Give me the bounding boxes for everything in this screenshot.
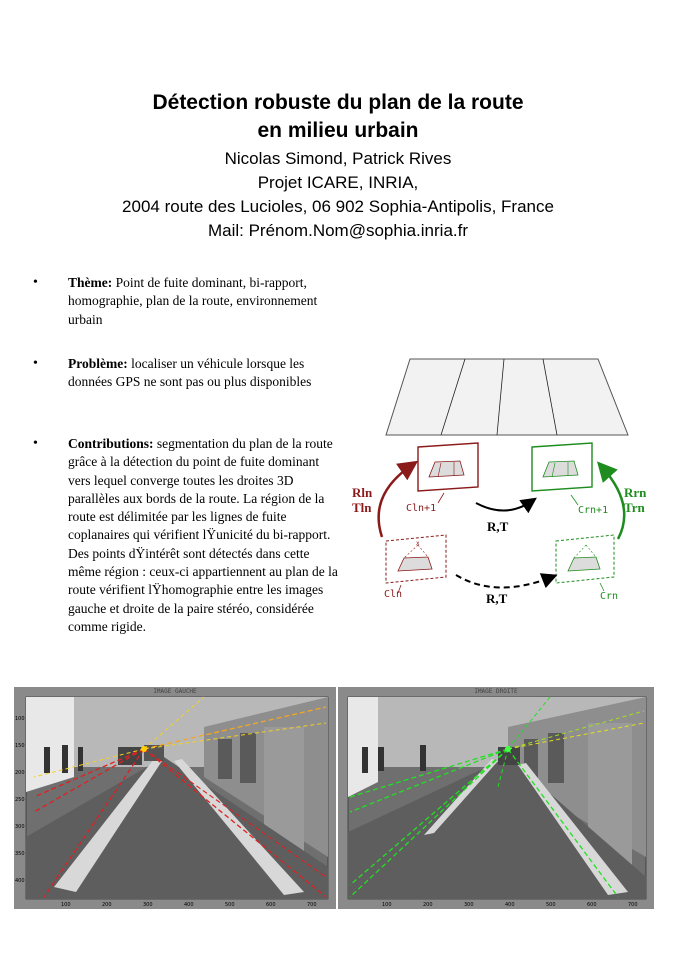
label-trn: Trn — [624, 500, 645, 515]
right-stereo-image — [338, 687, 654, 909]
authors: Nicolas Simond, Patrick Rives — [224, 149, 452, 168]
project: Projet ICARE, INRIA, — [257, 173, 419, 192]
camera-left — [386, 535, 446, 593]
bullet-theme — [68, 274, 340, 329]
label-crn1: Crn+1 — [578, 505, 609, 516]
address: 2004 route des Lucioles, 06 902 Sophia-Antipolis, France — [122, 197, 554, 216]
x-tick: 400 — [505, 902, 515, 908]
bullet-probleme-text: localiser un véhicule lorsque les données GPS ne sont pas ou plus disponibles — [68, 356, 312, 390]
x-tick: 700 — [307, 902, 317, 908]
x-tick: 200 — [102, 902, 112, 908]
y-tick: 350 — [15, 851, 25, 857]
x-tick: 200 — [423, 902, 433, 908]
vanishing-point-mark: x — [416, 540, 420, 547]
x-tick: 300 — [143, 902, 153, 908]
label-cln1: Cln+1 — [406, 503, 437, 514]
camera-right-next — [532, 443, 592, 505]
left-image-svg — [14, 687, 336, 909]
right-image-title: IMAGE DROITE — [474, 688, 518, 695]
label-cln: Cln — [384, 589, 403, 600]
x-tick: 600 — [587, 902, 597, 908]
x-tick: 600 — [266, 902, 276, 908]
diagram-svg — [346, 355, 664, 615]
camera-left-next — [418, 443, 478, 503]
bullet-probleme — [68, 355, 340, 392]
bullet-theme-text: Point de fuite dominant, bi-rapport, homographie, plan de la route, environnement urbain — [68, 275, 318, 327]
y-tick: 150 — [15, 743, 25, 749]
road-plane — [386, 359, 628, 435]
x-tick: 500 — [225, 902, 235, 908]
x-tick: 300 — [464, 902, 474, 908]
bullet-contributions-label: Contributions: — [68, 436, 154, 451]
motion-arrow-top — [476, 501, 532, 511]
y-tick: 100 — [15, 716, 25, 722]
y-tick: 200 — [15, 770, 25, 776]
bullet-dot: • — [33, 436, 38, 451]
paper-title-line1: Détection robuste du plan de la route — [152, 91, 524, 114]
bullet-contributions — [68, 435, 340, 636]
x-tick: 500 — [546, 902, 556, 908]
label-rln: Rln — [352, 485, 373, 500]
y-tick: 400 — [15, 878, 25, 884]
label-tln: Tln — [352, 500, 372, 515]
bullet-contributions-text: segmentation du plan de la route grâce à la détection du point de fuite dominant vers lequel converge toutes les droites 3D parallèles aux bords de la route. La région de la route est délimitée par les lignes de fuite coplanaires qui vérifient lŸunicité du bi-rapport. Des points dŸintérêt sont détectés dans cette même région : ceux-ci appartiennent au plan de la route vérifient lŸhomographie entre les images gauche et droite de la paire stéréo, considérée comme rigide. — [68, 436, 338, 634]
motion-arrow-bottom — [456, 575, 552, 588]
rotation-arrow-left — [379, 465, 412, 537]
x-tick: 100 — [61, 902, 71, 908]
x-tick: 700 — [628, 902, 638, 908]
bullet-theme-label: Thème: — [68, 275, 113, 290]
y-tick: 300 — [15, 824, 25, 830]
rotation-arrow-right — [602, 467, 624, 539]
x-tick: 100 — [382, 902, 392, 908]
x-tick: 400 — [184, 902, 194, 908]
left-image-title: IMAGE GAUCHE — [153, 688, 197, 695]
mail: Mail: Prénom.Nom@sophia.inria.fr — [207, 221, 469, 240]
camera-right — [556, 535, 614, 591]
label-rrn: Rrn — [624, 485, 647, 500]
bullet-dot: • — [33, 356, 38, 371]
label-rt-top: R,T — [487, 519, 509, 534]
left-stereo-image — [14, 687, 336, 909]
bullet-dot: • — [33, 275, 38, 290]
label-rt-bottom: R,T — [486, 591, 508, 606]
right-image-svg — [338, 687, 654, 909]
stereo-motion-diagram — [346, 355, 664, 615]
y-tick: 250 — [15, 797, 25, 803]
paper-title-line2: en milieu urbain — [257, 119, 419, 142]
bullet-probleme-label: Problème: — [68, 356, 128, 371]
label-crn: Crn — [600, 591, 619, 602]
